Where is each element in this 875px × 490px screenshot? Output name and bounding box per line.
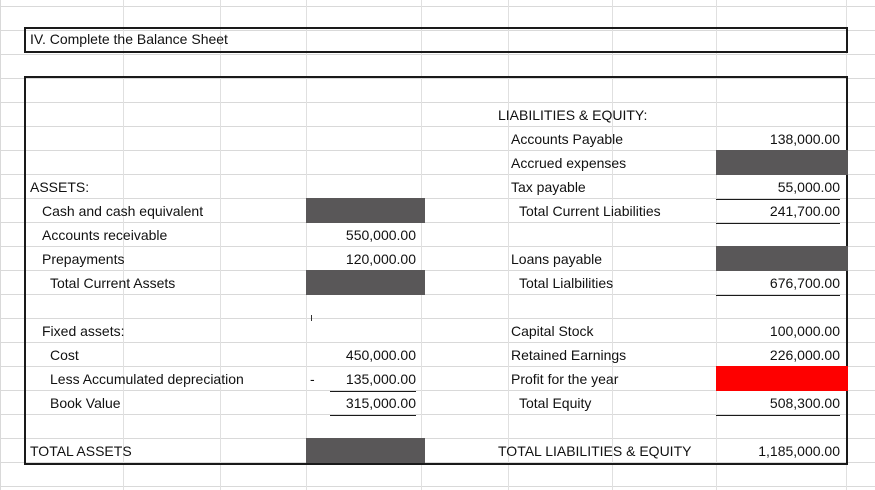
book-value-value: 315,000.00	[330, 391, 416, 416]
cost-value: 450,000.00	[345, 347, 416, 363]
total-liabilities-value: 676,700.00	[716, 271, 840, 296]
accumulated-depreciation-label: Less Accumulated depreciation	[50, 371, 244, 387]
minus-sign: -	[310, 371, 315, 387]
loans-payable-blank-cell[interactable]	[716, 246, 848, 271]
profit-for-year-highlight-cell[interactable]	[716, 366, 848, 391]
total-current-assets-blank-cell[interactable]	[306, 270, 425, 295]
total-current-assets-label: Total Current Assets	[50, 275, 176, 291]
book-value-label: Book Value	[50, 395, 121, 411]
accounts-receivable-value: 550,000.00	[345, 227, 416, 243]
retained-earnings-label: Retained Earnings	[511, 347, 627, 363]
accounts-payable-value: 138,000.00	[769, 131, 840, 147]
total-equity-label: Total Equity	[519, 395, 592, 411]
total-assets-blank-cell[interactable]	[306, 438, 425, 463]
total-liabilities-equity-value: 1,185,000.00	[716, 439, 840, 464]
fixed-assets-label: Fixed assets:	[42, 323, 125, 339]
assets-header: ASSETS:	[30, 179, 90, 195]
prepayments-label: Prepayments	[42, 251, 125, 267]
total-current-liabilities-value: 241,700.00	[716, 199, 840, 224]
total-assets-label: TOTAL ASSETS	[30, 443, 132, 459]
capital-stock-value: 100,000.00	[769, 323, 840, 339]
cell-tick-mark	[311, 315, 312, 321]
accumulated-depreciation-value: 135,000.00	[330, 367, 416, 392]
cost-label: Cost	[50, 347, 79, 363]
liabilities-equity-header: LIABILITIES & EQUITY:	[498, 107, 648, 123]
loans-payable-label: Loans payable	[511, 251, 603, 267]
sheet-title: IV. Complete the Balance Sheet	[30, 31, 228, 47]
total-current-liabilities-label: Total Current Liabilities	[519, 203, 661, 219]
cash-label: Cash and cash equivalent	[42, 203, 204, 219]
accounts-payable-label: Accounts Payable	[511, 131, 624, 147]
accounts-receivable-label: Accounts receivable	[42, 227, 168, 243]
profit-for-year-label: Profit for the year	[511, 371, 619, 387]
tax-payable-label: Tax payable	[511, 179, 586, 195]
capital-stock-label: Capital Stock	[511, 323, 594, 339]
total-liabilities-label: Total Lialbilities	[519, 275, 614, 291]
tax-payable-value: 55,000.00	[716, 175, 840, 200]
accrued-expenses-label: Accrued expenses	[511, 155, 627, 171]
total-equity-value: 508,300.00	[716, 391, 840, 416]
cash-blank-cell[interactable]	[306, 198, 425, 223]
total-liabilities-equity-label: TOTAL LIABILITIES & EQUITY	[498, 443, 692, 459]
accrued-expenses-blank-cell[interactable]	[716, 150, 848, 175]
prepayments-value: 120,000.00	[345, 251, 416, 267]
retained-earnings-value: 226,000.00	[769, 347, 840, 363]
